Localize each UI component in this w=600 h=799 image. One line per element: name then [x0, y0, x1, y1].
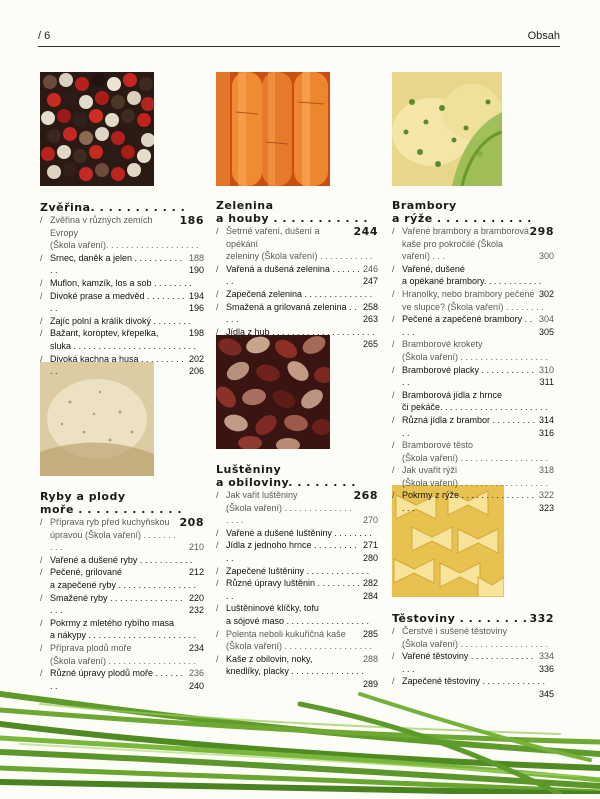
toc-entry[interactable]: / Srnec, daněk a jelen . . . . . . . . . . . . 190 — [40, 252, 204, 276]
toc-entry[interactable]: zeleniny (Škola vaření) . . . . . . . . . . . 246 — [226, 251, 378, 274]
toc-section-lusteniny — [216, 463, 378, 691]
toc-entry[interactable]: / Zapečené luštěniny . . . . . . . . . . . . . 282 — [216, 565, 378, 589]
toc-entry[interactable]: / Různá jídla z brambor . . . . . . . . . . . 316 — [392, 414, 554, 438]
toc-entry[interactable]: / Bramborové placky . . . . . . . . . . . . . 311 — [392, 364, 554, 388]
toc-entry[interactable]: (Škola vaření) . . . . . . . . . . . . . . . . . . 236 — [50, 655, 204, 679]
header-rule — [38, 46, 560, 47]
toc-entry[interactable]: / Pečené, grilované — [40, 567, 123, 578]
toc-entry[interactable]: / Jídla z hub . . . . . . . . . . . . . . . . . . . . . 265 — [216, 326, 378, 350]
toc-entry[interactable]: (Škola vaření) . . . . . . . . . . . . . . . . . . 334 — [402, 638, 554, 662]
toc-entry[interactable]: / Různé úpravy plodů moře . . . . . . . . 240 — [40, 668, 204, 691]
toc-entry[interactable]: / Jídla z jednoho hrnce . . . . . . . . . . . 280 — [216, 540, 378, 563]
toc-entry[interactable]: / Kaše z obilovin, noky, — [216, 653, 313, 664]
toc-entry[interactable]: / Vařené těstoviny . . . . . . . . . . . . . . . . 336 — [392, 651, 554, 674]
section-heading[interactable]: Brambory a rýže . . . . . . . . . . . 298 — [392, 199, 554, 238]
peppercorns-photo — [40, 72, 154, 186]
toc-entry[interactable]: / Různé úpravy luštěnin . . . . . . . . . . . 284 — [216, 578, 378, 601]
toc-entry[interactable]: / Vařené a dušené ryby . . . . . . . . . . . 212 — [40, 554, 204, 578]
toc-entry[interactable]: a zapečené ryby . . . . . . . . . . . . . . . . 220 — [50, 579, 204, 603]
toc-entry[interactable]: / Muflon, kamzík, los a sob . . . . . . . . 194 — [40, 277, 204, 301]
toc-entry[interactable]: / Zapečená zelenina . . . . . . . . . . . . . . 258 — [216, 288, 378, 312]
toc-entry[interactable]: a sójové maso . . . . . . . . . . . . . . . . . 285 — [226, 615, 378, 639]
toc-entry[interactable]: / Pokrmy z mletého rybího masa — [40, 617, 175, 628]
toc-entry[interactable]: / Bažant, koroptev, křepelka, — [40, 328, 159, 339]
toc-section-zverina — [40, 201, 204, 378]
toc-section-ryby — [40, 490, 204, 692]
toc-entry[interactable]: / Hranolky, nebo brambory pečené — [392, 288, 535, 299]
entry-list — [392, 225, 554, 515]
toc-entry[interactable]: / Divoká kachna a husa . . . . . . . . . . . 206 — [40, 353, 204, 377]
toc-entry[interactable]: knedlíky, placky . . . . . . . . . . . . . . . 289 — [226, 666, 378, 689]
toc-entry[interactable]: / Bramborové těsto — [392, 440, 474, 451]
toc-entry[interactable]: / Luštěninové klíčky, tofu — [216, 603, 319, 614]
toc-entry[interactable]: (Škola vaření) . . . . . . . . . . . . . . . . . . 318 — [402, 452, 554, 476]
toc-entry[interactable]: / Pečené a zapečené brambory . . . . . 305 — [392, 314, 554, 337]
toc-entry[interactable]: / Bramborové krokety — [392, 339, 483, 350]
toc-entry[interactable]: (Škola vaření) . . . . . . . . . . . . . . . . . . 310 — [402, 351, 554, 375]
page-header — [38, 30, 560, 46]
toc-entry[interactable]: / Zvěřina v různých zemích Evropy — [40, 215, 153, 238]
toc-entry[interactable]: / Vařená a dušená zelenina . . . . . . . . 247 — [216, 263, 378, 287]
section-heading[interactable]: Ryby a plody moře . . . . . . . . . . . . 208 — [40, 490, 204, 529]
toc-entry[interactable]: / Jak vařit luštěniny — [216, 490, 298, 500]
section-title: Obsah — [527, 30, 560, 42]
toc-entry[interactable]: / Šetrné vaření, dušení a opékání — [216, 226, 320, 249]
toc-entry[interactable]: (Škola vaření) . . . . . . . . . . . . . . . . . . 288 — [226, 641, 378, 664]
toc-entry[interactable]: ve slupce? (Škola vaření) . . . . . . . . 304 — [402, 301, 554, 325]
toc-entry[interactable]: / Bramborová jídla z hrnce — [392, 389, 503, 400]
toc-entry[interactable]: / Zajíc polní a králík divoký . . . . . . . . 198 — [40, 315, 204, 339]
toc-entry[interactable]: (Škola vaření) . . . . . . . . . . . . . . . . . . 322 — [402, 477, 554, 501]
entry-list — [216, 225, 378, 350]
section-heading[interactable]: Luštěniny a obiloviny. . . . . . . . 268 — [216, 463, 378, 502]
toc-entry[interactable]: úpravou (Škola vaření) . . . . . . . . . . 210 — [50, 529, 204, 553]
toc-entry[interactable]: / Příprava plodů moře — [40, 642, 132, 653]
toc-entry[interactable]: (Škola vaření). . . . . . . . . . . . . . . . . . . 188 — [50, 240, 204, 263]
toc-section-zelenina — [216, 199, 378, 351]
carrots-photo — [216, 72, 330, 186]
section-heading[interactable]: Zelenina a houby . . . . . . . . . . . 244 — [216, 199, 378, 238]
toc-entry[interactable]: / Vařené brambory a bramborová — [392, 226, 529, 236]
potato-dish-photo — [392, 72, 502, 186]
section-heading[interactable]: Zvěřina. . . . . . . . . . . 186 — [40, 201, 204, 227]
toc-entry[interactable]: či pekáče. . . . . . . . . . . . . . . . . . . . . . 314 — [402, 402, 554, 425]
page-number: / 6 — [38, 30, 51, 42]
entry-list — [40, 214, 204, 378]
toc-entry[interactable]: / Čerstvé i sušené těstoviny — [392, 626, 508, 636]
toc-section-brambory — [392, 199, 554, 515]
fish-fillet-photo — [40, 362, 154, 476]
entry-list — [216, 489, 378, 689]
toc-entry[interactable]: sluka . . . . . . . . . . . . . . . . . . . . . . . . . 202 — [50, 340, 204, 364]
toc-entry[interactable]: kaše pro pokročilé (Škola vaření) . . . 300 — [402, 238, 554, 262]
chives-decoration — [0, 664, 600, 794]
toc-entry[interactable]: / Smažené ryby . . . . . . . . . . . . . . . . . . 232 — [40, 592, 204, 616]
toc-entry[interactable]: / Vařené a dušené luštěniny . . . . . . . . 271 — [216, 527, 378, 551]
toc-entry[interactable]: / Smažená a grilovaná zelenina . . . . . 263 — [216, 301, 378, 325]
toc-entry[interactable]: (Škola vaření) . . . . . . . . . . . . . . . . . . 270 — [226, 502, 378, 526]
toc-entry[interactable]: / Příprava ryb před kuchyňskou — [40, 517, 170, 527]
section-heading[interactable]: Těstoviny . . . . . . . . 332 — [392, 612, 554, 625]
toc-entry[interactable]: / Zapečené těstoviny . . . . . . . . . . . . . 345 — [392, 676, 554, 699]
toc-entry[interactable]: / Pokrmy z rýže . . . . . . . . . . . . . . . . . . 323 — [392, 490, 554, 514]
toc-entry[interactable]: a nákypy . . . . . . . . . . . . . . . . . . . . . . 234 — [50, 630, 204, 653]
toc-entry[interactable]: / Divoké prase a medvěd . . . . . . . . . . 196 — [40, 290, 204, 314]
toc-entry[interactable]: / Polenta neboli kukuřičná kaše — [216, 628, 346, 639]
toc-entry[interactable]: / Vařené, dušené — [392, 263, 465, 274]
toc-entry[interactable]: a opékané brambory. . . . . . . . . . . . 302 — [402, 276, 554, 299]
toc-entry[interactable]: / Jak uvařit rýži — [392, 465, 458, 476]
beans-photo — [216, 335, 330, 449]
